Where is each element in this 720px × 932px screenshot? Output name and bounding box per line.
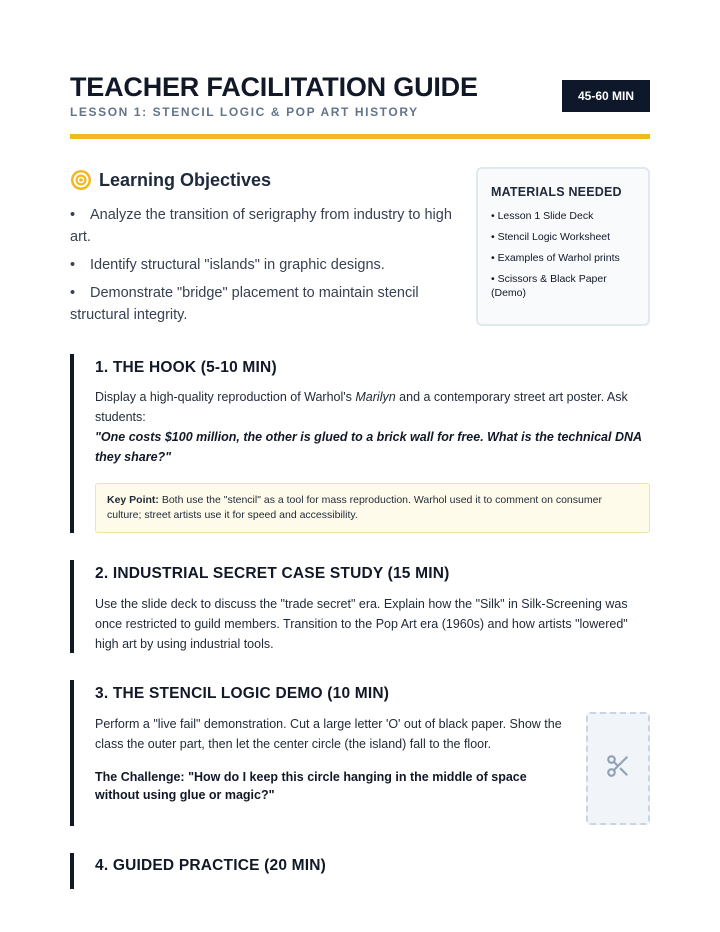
page-title: TEACHER FACILITATION GUIDE [70, 72, 478, 102]
section-guided-practice [70, 853, 650, 889]
list-item: • Scissors & Black Paper (Demo) [491, 273, 607, 299]
objectives-list [70, 204, 455, 326]
page-header [70, 72, 650, 119]
list-item: • Stencil Logic Worksheet [491, 231, 611, 243]
section-case-study [70, 560, 650, 653]
demo-challenge: The Challenge: "How do I keep this circle hanging in the middle of space without using glue or magic?" [95, 770, 527, 802]
list-item: • Identify structural "islands" in graphic designs. [70, 257, 385, 273]
section-title: 4. GUIDED PRACTICE (20 MIN) [95, 857, 327, 874]
section-hook [70, 354, 650, 533]
section-title: 2. INDUSTRIAL SECRET CASE STUDY (15 MIN) [95, 565, 450, 582]
section-body: Perform a "live fail" demonstration. Cut a large letter 'O' out of black paper. Show the class the outer part, then let the center circle (the island) fall to the floor. [95, 717, 562, 751]
lesson-subtitle: LESSON 1: STENCIL LOGIC & POP ART HISTORY [70, 105, 419, 119]
materials-card [476, 167, 650, 326]
header-divider [70, 134, 650, 139]
key-point-callout: Key Point: Both use the "stencil" as a tool for mass reproduction. Warhol used it to comment on consumer culture; street artists use it for speed and accessibility. [95, 483, 650, 533]
section-title: 3. THE STENCIL LOGIC DEMO (10 MIN) [95, 685, 390, 702]
list-item: • Demonstrate "bridge" placement to maintain stencil structural integrity. [70, 285, 419, 323]
learning-objectives [70, 168, 455, 332]
objectives-heading [70, 168, 455, 192]
target-icon [70, 169, 92, 191]
hook-quote: "One costs $100 million, the other is glued to a brick wall for free. What is the technical DNA they share?" [95, 430, 642, 464]
section-title: 1. THE HOOK (5-10 MIN) [95, 359, 277, 376]
image-placeholder [586, 712, 650, 825]
materials-list [491, 209, 636, 300]
scissors-icon [605, 753, 631, 784]
duration-badge: 45-60 MIN [562, 80, 650, 112]
materials-title: MATERIALS NEEDED [491, 185, 622, 199]
section-body: Use the slide deck to discuss the "trade secret" era. Explain how the "Silk" in Silk-Screening was once restricted to guild members. Transition to the Pop Art era (1960s) and how artists "lowered" high art by using industrial tools. [95, 597, 628, 651]
list-item: • Analyze the transition of serigraphy from industry to high art. [70, 207, 452, 245]
section-body: Display a high-quality reproduction of Warhol's Marilyn and a contemporary street art poster. Ask students: [95, 390, 628, 424]
section-demo [70, 680, 650, 826]
objectives-heading-text: Learning Objectives [99, 169, 272, 190]
list-item: • Examples of Warhol prints [491, 252, 620, 264]
list-item: • Lesson 1 Slide Deck [491, 210, 594, 222]
